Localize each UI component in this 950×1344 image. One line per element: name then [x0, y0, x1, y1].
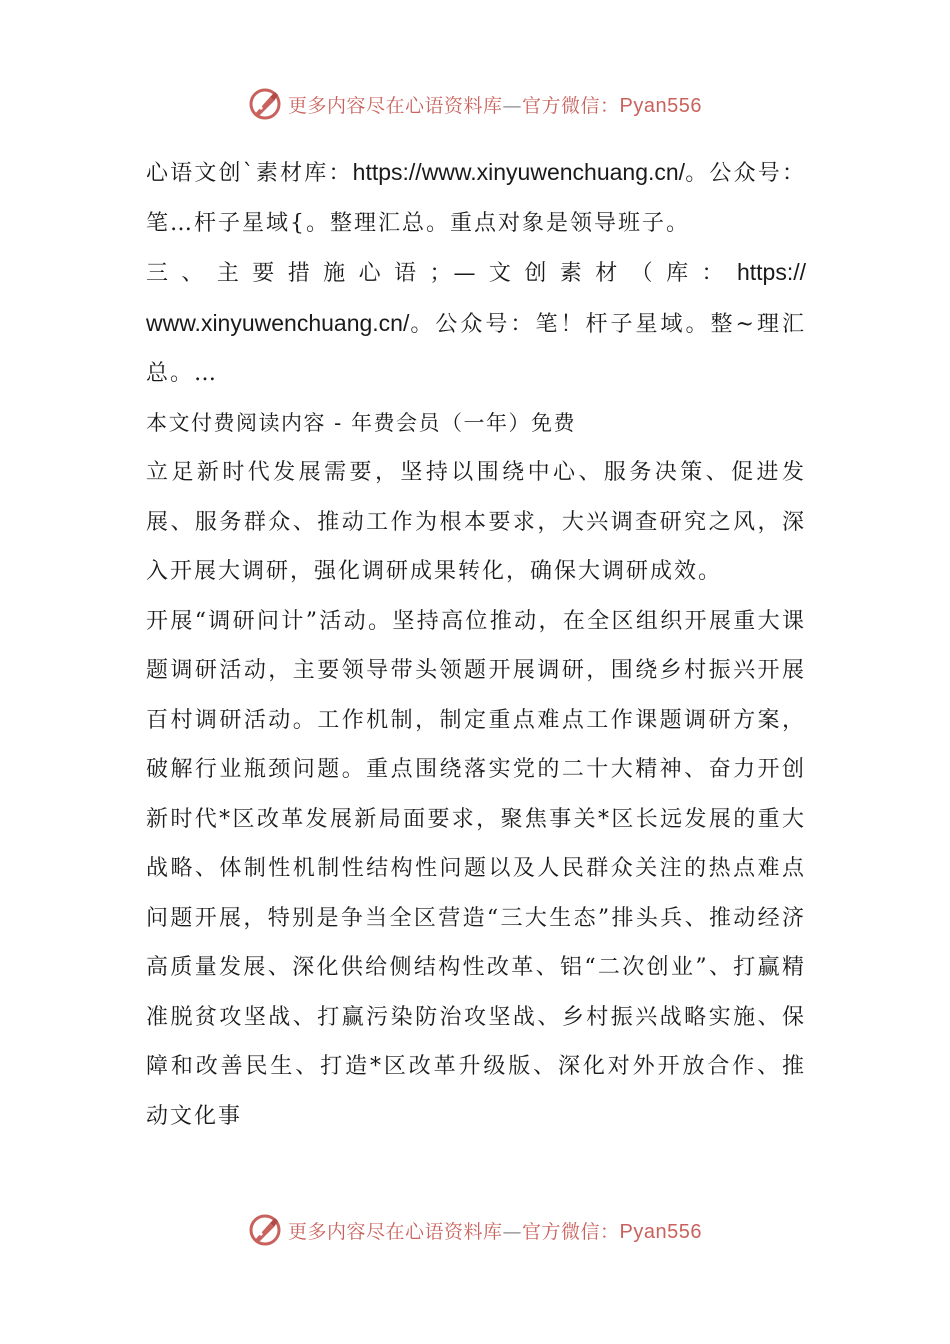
watermark-text: 更多内容尽在心语资料库—官方微信：Pyan556	[288, 94, 702, 117]
paragraph-heading-measures: 三、主要措施心语；—文创素材（库：https://	[146, 259, 806, 286]
header-watermark	[0, 82, 950, 126]
paid-content-notice: 本文付费阅读内容 - 年费会员（一年）免费	[146, 410, 576, 435]
paragraph-heading-measures-cont: www.xinyuwenchuang.cn/。公众号：笔！杆子星域。整~理汇总。…	[146, 309, 806, 386]
paragraph-source-note: 心语文创`素材库：https://www.xinyuwenchuang.cn/。公众号：笔…杆子星域{。整理汇总。重点对象是领导班子。	[146, 159, 806, 236]
paragraph-research-activity: 开展“调研问计”活动。坚持高位推动，在全区组织开展重大课题调研活动，主要领导带头领题开展调研，围绕乡村振兴开展百村调研活动。工作机制，制定重点难点工作课题调研方案，破解行业瓶颈问题。重点围绕落实党的二十大精神、奋力开创新时代*区改革发展新局面要求，聚焦事关*区长远发展的重大战略、体制性机制性结构性问题以及人民群众关注的热点难点问题开展，特别是争当全区营造“三大生态”排头兵、推动经济高质量发展、深化供给侧结构性改革、铝“二次创业”、打赢精准脱贫攻坚战、打赢污染防治攻坚战、乡村振兴战略实施、保障和改善民生、打造*区改革升级版、深化对外开放合作、推动文化事	[146, 608, 806, 1129]
pen-nib-logo-icon	[248, 87, 282, 121]
document-body	[146, 148, 806, 1141]
paragraph-intro: 立足新时代发展需要，坚持以围绕中心、服务决策、促进发展、服务群众、推动工作为根本要求，大兴调查研究之风，深入开展大调研，强化调研成果转化，确保大调研成效。	[146, 460, 806, 584]
footer-watermark	[0, 1208, 950, 1252]
pen-nib-logo-icon	[248, 1213, 282, 1247]
watermark-text: 更多内容尽在心语资料库—官方微信：Pyan556	[288, 1220, 702, 1243]
source-url: https://www.xinyuwenchuang.cn/	[352, 159, 686, 185]
